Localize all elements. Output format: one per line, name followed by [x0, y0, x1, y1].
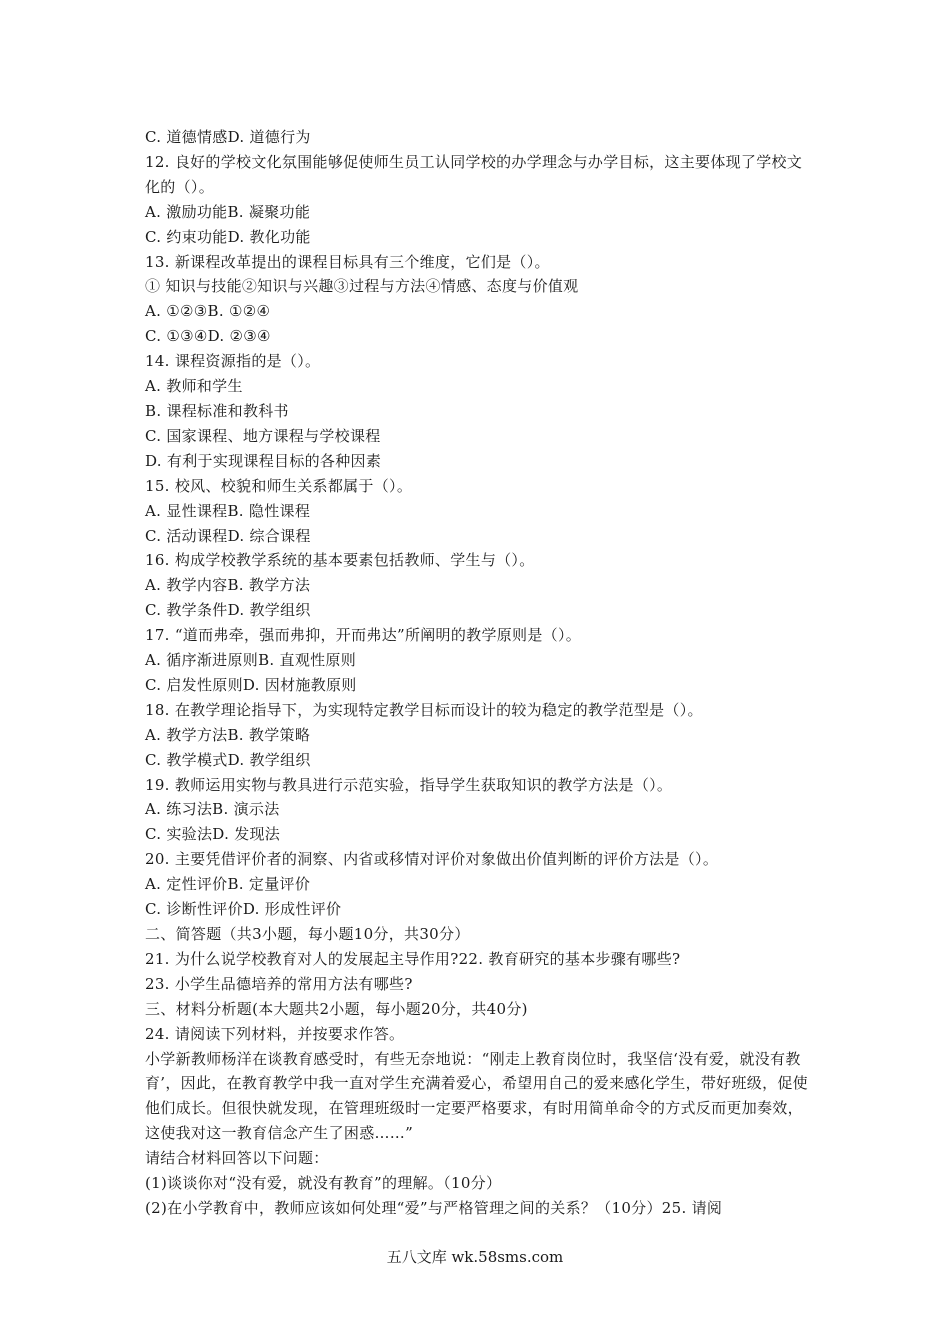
text-line: C. 诊断性评价D. 形成性评价	[145, 900, 342, 919]
text-line: A. 循序渐进原则B. 直观性原则	[145, 651, 357, 670]
text-line: C. 启发性原则D. 因材施教原则	[145, 675, 357, 694]
text-line: C. 国家课程、地方课程与学校课程	[145, 426, 381, 445]
text-line: A. 教学方法B. 教学策略	[145, 725, 311, 744]
text-line: C. 教学条件D. 教学组织	[145, 601, 311, 620]
text-line: A. 显性课程B. 隐性课程	[145, 501, 311, 520]
text-line: 17. “道而弗牵，强而弗抑，开而弗达”所阐明的教学原则是（）。	[145, 626, 582, 645]
text-line: A. 教师和学生	[145, 377, 243, 396]
text-line: 18. 在教学理论指导下，为实现特定教学目标而设计的较为稳定的教学范型是（）。	[145, 700, 703, 719]
text-line: C. 实验法D. 发现法	[145, 825, 281, 844]
text-line: C. ①③④D. ②③④	[145, 327, 271, 346]
text-line: 16. 构成学校教学系统的基本要素包括教师、学生与（）。	[145, 551, 535, 570]
text-line: 19. 教师运用实物与教具进行示范实验，指导学生获取知识的教学方法是（）。	[145, 775, 673, 794]
section-heading: 二、简答题（共3小题，每小题10分，共30分）	[145, 925, 470, 943]
text-line: D. 有利于实现课程目标的各种因素	[145, 451, 382, 470]
document-body	[145, 125, 810, 1221]
text-line: A. 定性评价B. 定量评价	[145, 875, 311, 894]
text-line: 12. 良好的学校文化氛围能够促使师生员工认同学校的办学理念与办学目标，这主要体现了学校文化的（）。	[145, 152, 803, 196]
text-line: A. 练习法B. 演示法	[145, 800, 280, 819]
text-line: (2)在小学教育中，教师应该如何处理“爱”与严格管理之间的关系？（10分）25. 请阅	[145, 1198, 723, 1217]
text-line: A. 激励功能B. 凝聚功能	[145, 202, 311, 221]
text-line: B. 课程标准和教科书	[145, 401, 289, 420]
text-line: 13. 新课程改革提出的课程目标具有三个维度，它们是（）。	[145, 252, 550, 271]
text-line: C. 活动课程D. 综合课程	[145, 526, 311, 545]
text-line: ① 知识与技能②知识与兴趣③过程与方法④情感、态度与价值观	[145, 277, 579, 296]
text-line: 14. 课程资源指的是（）。	[145, 352, 321, 371]
page-footer-watermark: 五八文库 wk.58sms.com	[386, 1248, 564, 1266]
text-line: 20. 主要凭借评价者的洞察、内省或移情对评价对象做出价值判断的评价方法是（）。	[145, 850, 719, 869]
text-line: 23. 小学生品德培养的常用方法有哪些?	[145, 974, 413, 993]
material-paragraph: 小学新教师杨洋在谈教育感受时，有些无奈地说：“刚走上教育岗位时，我坚信‘没有爱，就没有教育’，因此，在教育教学中我一直对学生充满着爱心，希望用自己的爱来感化学生，带好班级，促使他们成长。但很快就发现，在管理班级时一定要严格要求，有时用简单命令的方式反而更加奏效，这使我对这一教育信念产生了困惑……”	[145, 1049, 808, 1143]
text-line: A. ①②③B. ①②④	[145, 302, 271, 321]
text-line: 21. 为什么说学校教育对人的发展起主导作用?22. 教育研究的基本步骤有哪些?	[145, 949, 681, 968]
section-heading: 三、材料分析题(本大题共2小题，每小题20分，共40分)	[145, 999, 528, 1018]
text-line: (1)谈谈你对“没有爱，就没有教育”的理解。（10分）	[145, 1174, 502, 1193]
text-line: A. 教学内容B. 教学方法	[145, 576, 311, 595]
text-line: 24. 请阅读下列材料，并按要求作答。	[145, 1024, 405, 1043]
text-line: C. 道德情感D. 道德行为	[145, 128, 311, 146]
text-line: 15. 校风、校貌和师生关系都属于（）。	[145, 476, 413, 495]
text-line: C. 教学模式D. 教学组织	[145, 750, 311, 769]
text-line: C. 约束功能D. 教化功能	[145, 227, 311, 246]
text-line: 请结合材料回答以下问题：	[145, 1149, 329, 1168]
